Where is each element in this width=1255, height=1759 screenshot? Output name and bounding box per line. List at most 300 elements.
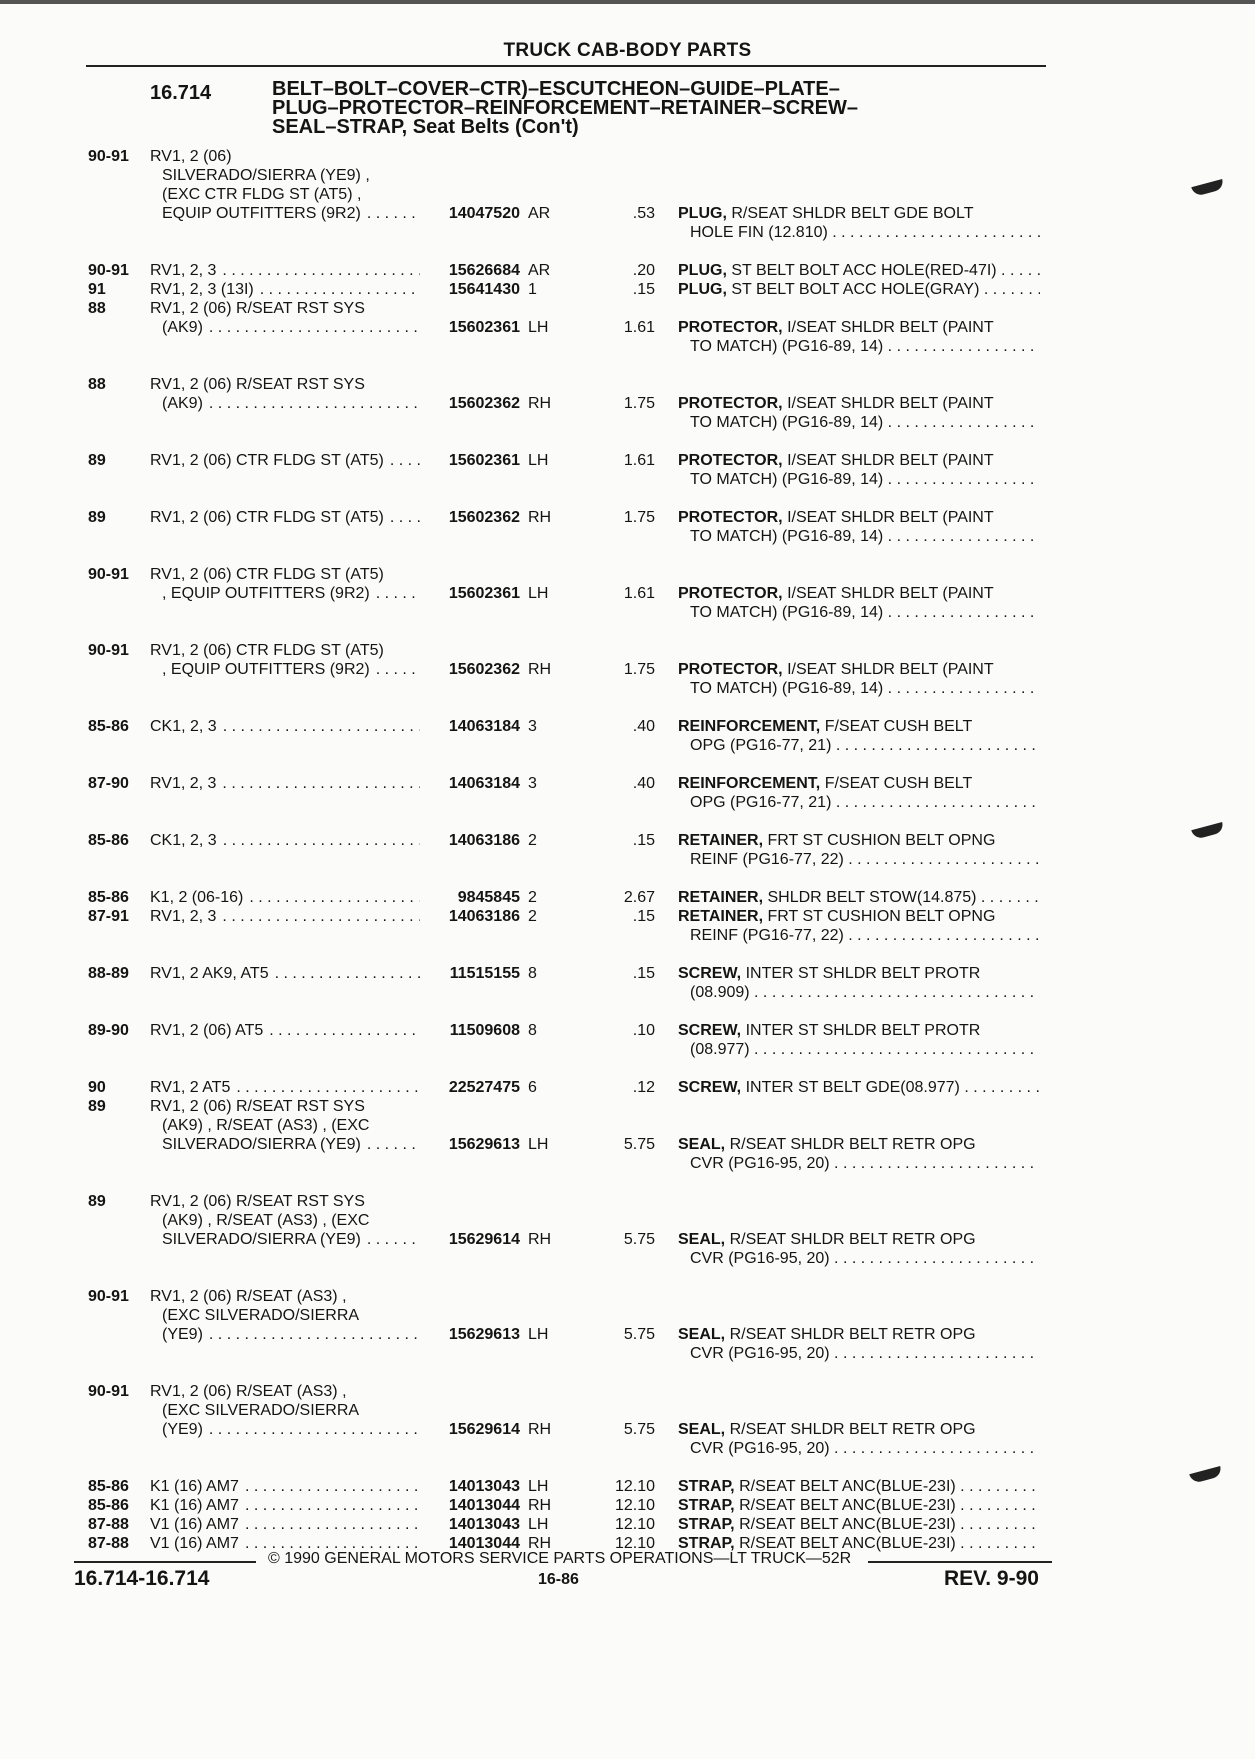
part-name: REINFORCEMENT, — [678, 718, 821, 735]
application-desc-line: SILVERADO/SIERRA (YE9) — [162, 1136, 361, 1153]
part-entry — [0, 1192, 1255, 1287]
part-description-line — [678, 736, 1040, 755]
part-entry — [0, 1097, 1255, 1192]
part-description — [678, 660, 1040, 698]
application-desc-line: K1 (16) AM7 — [150, 1478, 239, 1495]
quantity: AR — [528, 262, 551, 279]
dot-leader — [830, 1155, 1040, 1172]
part-description-text: CVR (PG16-95, 20) — [690, 1440, 830, 1457]
part-number: 11509608 — [449, 1022, 520, 1039]
application-desc-line: (AK9) , R/SEAT (AS3) , (EXC — [162, 1212, 370, 1229]
part-description-line — [678, 603, 1040, 622]
application-desc — [150, 1078, 420, 1097]
part-entry — [0, 451, 1255, 508]
part-description-text: R/SEAT SHLDR BELT RETR OPG — [729, 1421, 976, 1438]
part-description-line — [678, 964, 1040, 983]
application-desc-last — [150, 508, 420, 527]
application-desc-last — [150, 717, 420, 736]
quantity: LH — [528, 1478, 549, 1495]
model-years: 89 — [88, 452, 106, 469]
part-description-line — [678, 337, 1040, 356]
dot-leader — [361, 1230, 420, 1249]
part-description-line — [678, 261, 1040, 280]
part-description-line — [678, 774, 1040, 793]
part-description-line — [678, 1078, 1040, 1097]
application-desc-last — [150, 774, 420, 793]
dot-leader — [361, 1135, 420, 1154]
dot-leader — [217, 831, 420, 850]
part-description-text: CVR (PG16-95, 20) — [690, 1345, 830, 1362]
part-description — [678, 1135, 1040, 1173]
quantity: LH — [528, 1136, 549, 1153]
part-description-text: I/SEAT SHLDR BELT (PAINT — [787, 661, 994, 678]
application-desc — [150, 717, 420, 736]
price: 12.10 — [614, 1478, 655, 1495]
dot-leader — [883, 414, 1040, 431]
application-desc — [150, 147, 420, 223]
part-entry — [0, 1078, 1255, 1097]
part-entry — [0, 1382, 1255, 1477]
application-desc-line: RV1, 2 (06) CTR FLDG ST (AT5) — [150, 509, 384, 526]
application-desc-line: (AK9) — [162, 319, 203, 336]
application-desc — [150, 1192, 420, 1249]
dot-leader — [254, 280, 420, 299]
part-description-line — [678, 584, 1040, 603]
quantity: 1 — [528, 281, 537, 298]
application-desc-last — [150, 1515, 420, 1534]
part-name: RETAINER, — [678, 832, 764, 849]
part-description-text: ST BELT BOLT ACC HOLE(RED-47I) — [731, 262, 997, 279]
application-desc-line: EQUIP OUTFITTERS (9R2) — [162, 205, 361, 222]
dot-leader — [979, 281, 1040, 298]
dot-leader — [269, 964, 420, 983]
part-description-text: I/SEAT SHLDR BELT (PAINT — [787, 395, 994, 412]
part-number: 15629613 — [448, 1136, 520, 1153]
dot-leader — [750, 1041, 1040, 1058]
dot-leader — [263, 1021, 420, 1040]
part-description-text: ST BELT BOLT ACC HOLE(GRAY) — [731, 281, 980, 298]
price: .40 — [632, 775, 655, 792]
application-desc — [150, 1097, 420, 1154]
part-description-text: R/SEAT BELT ANC(BLUE-23I) — [739, 1497, 956, 1514]
application-desc — [150, 280, 420, 299]
footer-section-range: 16.714-16.714 — [74, 1567, 210, 1590]
part-description-line — [678, 1496, 1040, 1515]
price: 1.61 — [623, 319, 655, 336]
quantity: LH — [528, 319, 549, 336]
application-desc-last — [150, 660, 420, 679]
part-description — [678, 1515, 1040, 1534]
section-title — [272, 80, 858, 137]
model-years: 85-86 — [88, 832, 129, 849]
quantity: 8 — [528, 1022, 537, 1039]
parts-list — [0, 147, 1255, 1553]
part-description — [678, 717, 1040, 755]
application-desc-last — [150, 318, 420, 337]
part-description-text: REINF (PG16-77, 22) — [690, 927, 844, 944]
price: 5.75 — [623, 1326, 655, 1343]
price: 1.75 — [623, 395, 655, 412]
dot-leader — [230, 1078, 420, 1097]
model-years: 85-86 — [88, 718, 129, 735]
dot-leader — [384, 508, 420, 527]
quantity: 2 — [528, 832, 537, 849]
part-name: RETAINER, — [678, 908, 764, 925]
price: 5.75 — [623, 1231, 655, 1248]
part-description-text: OPG (PG16-77, 21) — [690, 794, 832, 811]
section-title-line: SEAL–STRAP, Seat Belts (Con't) — [272, 116, 579, 138]
part-description-text: R/SEAT BELT ANC(BLUE-23I) — [739, 1535, 956, 1552]
part-description-text: I/SEAT SHLDR BELT (PAINT — [787, 452, 994, 469]
part-description — [678, 1496, 1040, 1515]
application-desc-line: (EXC SILVERADO/SIERRA — [162, 1307, 360, 1324]
application-desc — [150, 1477, 420, 1496]
part-number: 11515155 — [449, 965, 520, 982]
price: 2.67 — [623, 889, 655, 906]
model-years: 88 — [88, 300, 106, 317]
application-desc-last — [150, 1325, 420, 1344]
part-number: 15602361 — [448, 452, 520, 469]
part-name: PROTECTOR, — [678, 509, 783, 526]
part-entry — [0, 907, 1255, 964]
part-name: STRAP, — [678, 1535, 735, 1552]
dot-leader — [831, 737, 1040, 754]
dot-leader — [956, 1535, 1040, 1552]
part-description-line — [678, 223, 1040, 242]
part-number: 22527475 — [448, 1079, 520, 1096]
part-number: 15602362 — [448, 661, 520, 678]
part-description — [678, 394, 1040, 432]
price: .53 — [632, 205, 655, 222]
quantity: 3 — [528, 718, 537, 735]
part-description-text: I/SEAT SHLDR BELT (PAINT — [787, 509, 994, 526]
price: 1.61 — [623, 585, 655, 602]
part-description-line — [678, 1477, 1040, 1496]
model-years: 85-86 — [88, 1478, 129, 1495]
part-description — [678, 907, 1040, 945]
application-desc-line: RV1, 2 (06) R/SEAT (AS3) , — [150, 1288, 347, 1305]
application-desc — [150, 964, 420, 983]
dot-leader — [239, 1515, 420, 1534]
dot-leader — [997, 262, 1040, 279]
part-description-text: TO MATCH) (PG16-89, 14) — [690, 471, 884, 488]
part-name: SEAL, — [678, 1136, 726, 1153]
dot-leader — [883, 604, 1040, 621]
application-desc — [150, 1287, 420, 1344]
part-description-line — [678, 280, 1040, 299]
model-years: 89 — [88, 509, 106, 526]
application-desc-line: RV1, 2 (06) CTR FLDG ST (AT5) — [150, 642, 384, 659]
dot-leader — [960, 1079, 1040, 1096]
quantity: AR — [528, 205, 551, 222]
part-entry — [0, 964, 1255, 1021]
application-desc-line: RV1, 2, 3 (13I) — [150, 281, 254, 298]
part-description-text: R/SEAT BELT ANC(BLUE-23I) — [739, 1516, 956, 1533]
application-desc — [150, 451, 420, 470]
part-description-line — [678, 1230, 1040, 1249]
application-desc — [150, 1021, 420, 1040]
application-desc-line: K1, 2 (06-16) — [150, 889, 244, 906]
application-desc-line: RV1, 2 (06) CTR FLDG ST (AT5) — [150, 452, 384, 469]
part-description-text: R/SEAT BELT ANC(BLUE-23I) — [739, 1478, 956, 1495]
model-years: 87-90 — [88, 775, 129, 792]
dot-leader — [956, 1516, 1040, 1533]
part-name: STRAP, — [678, 1516, 735, 1533]
dot-leader — [883, 528, 1040, 545]
part-number: 9845845 — [457, 889, 520, 906]
application-desc-line: CK1, 2, 3 — [150, 718, 217, 735]
part-number: 15602362 — [448, 509, 520, 526]
part-description-line — [678, 850, 1040, 869]
price: 1.61 — [623, 452, 655, 469]
part-description-line — [678, 413, 1040, 432]
model-years: 90-91 — [88, 148, 129, 165]
part-description-text: INTER ST SHLDR BELT PROTR — [745, 1022, 981, 1039]
dot-leader — [239, 1496, 420, 1515]
part-entry — [0, 508, 1255, 565]
part-description — [678, 451, 1040, 489]
model-years: 90-91 — [88, 1383, 129, 1400]
part-name: PROTECTOR, — [678, 395, 783, 412]
part-name: STRAP, — [678, 1478, 735, 1495]
model-years: 89-90 — [88, 1022, 129, 1039]
dot-leader — [203, 394, 420, 413]
part-description-text: CVR (PG16-95, 20) — [690, 1155, 830, 1172]
part-entry — [0, 1021, 1255, 1078]
quantity: RH — [528, 1421, 552, 1438]
part-description-line — [678, 679, 1040, 698]
part-description-line — [678, 983, 1040, 1002]
part-description — [678, 204, 1040, 242]
part-description — [678, 1078, 1040, 1097]
part-description-line — [678, 926, 1040, 945]
revision-date: REV. 9-90 — [944, 1567, 1039, 1590]
part-name: SCREW, — [678, 965, 742, 982]
application-desc-line: CK1, 2, 3 — [150, 832, 217, 849]
application-desc — [150, 1496, 420, 1515]
price: .15 — [632, 908, 655, 925]
section-number: 16.714 — [150, 82, 212, 104]
application-desc-line: (EXC CTR FLDG ST (AT5) , — [162, 186, 362, 203]
part-description-line — [678, 1420, 1040, 1439]
part-description-text: I/SEAT SHLDR BELT (PAINT — [787, 585, 994, 602]
header-rule — [86, 65, 1046, 67]
application-desc — [150, 907, 420, 926]
part-description — [678, 888, 1040, 907]
model-years: 91 — [88, 281, 106, 298]
part-description-text: CVR (PG16-95, 20) — [690, 1250, 830, 1267]
part-name: PLUG, — [678, 205, 727, 222]
price: 1.75 — [623, 509, 655, 526]
application-desc — [150, 508, 420, 527]
part-description-text: OPG (PG16-77, 21) — [690, 737, 832, 754]
part-description — [678, 318, 1040, 356]
price: 5.75 — [623, 1421, 655, 1438]
part-description-text: FRT ST CUSHION BELT OPNG — [767, 908, 996, 925]
part-name: SCREW, — [678, 1022, 742, 1039]
footer-rule-right — [868, 1561, 1052, 1563]
part-number: 14013043 — [448, 1516, 520, 1533]
part-description-text: R/SEAT SHLDR BELT RETR OPG — [729, 1231, 976, 1248]
part-name: SEAL, — [678, 1231, 726, 1248]
application-desc — [150, 831, 420, 850]
price: .10 — [632, 1022, 655, 1039]
model-years: 90-91 — [88, 262, 129, 279]
dot-leader — [883, 338, 1040, 355]
part-description-line — [678, 660, 1040, 679]
model-years: 87-88 — [88, 1516, 129, 1533]
part-name: STRAP, — [678, 1497, 735, 1514]
dot-leader — [976, 889, 1040, 906]
part-description-line — [678, 793, 1040, 812]
part-number: 14063184 — [448, 775, 520, 792]
part-name: SEAL, — [678, 1421, 726, 1438]
part-entry — [0, 774, 1255, 831]
application-desc-last — [150, 1078, 420, 1097]
part-entry — [0, 1287, 1255, 1382]
application-desc-line: (EXC SILVERADO/SIERRA — [162, 1402, 360, 1419]
quantity: 3 — [528, 775, 537, 792]
model-years: 90-91 — [88, 566, 129, 583]
dot-leader — [956, 1497, 1040, 1514]
part-name: REINFORCEMENT, — [678, 775, 821, 792]
part-entry — [0, 1477, 1255, 1496]
part-description-text: (08.977) — [690, 1041, 750, 1058]
part-description-line — [678, 318, 1040, 337]
part-description-line — [678, 1325, 1040, 1344]
part-description-text: R/SEAT SHLDR BELT GDE BOLT — [731, 205, 974, 222]
part-description-line — [678, 1344, 1040, 1363]
quantity: LH — [528, 452, 549, 469]
part-description-line — [678, 1249, 1040, 1268]
application-desc — [150, 774, 420, 793]
dot-leader — [370, 660, 420, 679]
part-number: 14063186 — [448, 832, 520, 849]
application-desc — [150, 888, 420, 907]
part-description-line — [678, 1154, 1040, 1173]
part-number: 15641430 — [448, 281, 520, 298]
part-description-line — [678, 907, 1040, 926]
part-description — [678, 508, 1040, 546]
dot-leader — [828, 224, 1040, 241]
application-desc-last — [150, 1477, 420, 1496]
part-description-line — [678, 1135, 1040, 1154]
application-desc-line: RV1, 2 (06) — [150, 148, 232, 165]
part-description-line — [678, 1021, 1040, 1040]
section-title-line: BELT–BOLT–COVER–CTR)–ESCUTCHEON–GUIDE–PLATE– — [272, 78, 840, 100]
part-name: SEAL, — [678, 1326, 726, 1343]
application-desc-last — [150, 394, 420, 413]
part-description-text: FRT ST CUSHION BELT OPNG — [767, 832, 996, 849]
application-desc — [150, 299, 420, 337]
part-name: PLUG, — [678, 262, 727, 279]
model-years: 89 — [88, 1193, 106, 1210]
part-description-line — [678, 394, 1040, 413]
quantity: RH — [528, 1535, 552, 1552]
dot-leader — [830, 1440, 1040, 1457]
dot-leader — [203, 1325, 420, 1344]
application-desc-last — [150, 280, 420, 299]
part-number: 15602362 — [448, 395, 520, 412]
part-description-line — [678, 470, 1040, 489]
model-years: 90 — [88, 1079, 106, 1096]
part-name: RETAINER, — [678, 889, 764, 906]
part-description — [678, 1420, 1040, 1458]
model-years: 87-88 — [88, 1535, 129, 1552]
part-number: 15629614 — [448, 1231, 520, 1248]
application-desc — [150, 641, 420, 679]
part-description-text: F/SEAT CUSH BELT — [824, 775, 973, 792]
part-description-text: SHLDR BELT STOW(14.875) — [767, 889, 977, 906]
application-desc — [150, 565, 420, 603]
part-entry — [0, 717, 1255, 774]
part-number: 15629613 — [448, 1326, 520, 1343]
dot-leader — [217, 717, 420, 736]
model-years: 87-91 — [88, 908, 129, 925]
application-desc-last — [150, 907, 420, 926]
application-desc-line: RV1, 2, 3 — [150, 908, 217, 925]
part-number: 15602361 — [448, 585, 520, 602]
footer-copyright: © 1990 GENERAL MOTORS SERVICE PARTS OPERATIONS—LT TRUCK—52R — [268, 1550, 852, 1567]
part-entry — [0, 888, 1255, 907]
part-description-line — [678, 888, 1040, 907]
dot-leader — [831, 794, 1040, 811]
model-years: 85-86 — [88, 889, 129, 906]
application-desc-last — [150, 204, 420, 223]
part-description — [678, 1325, 1040, 1363]
application-desc-line: , EQUIP OUTFITTERS (9R2) — [162, 585, 370, 602]
price: 12.10 — [614, 1516, 655, 1533]
price: .15 — [632, 281, 655, 298]
quantity: 6 — [528, 1079, 537, 1096]
application-desc-last — [150, 584, 420, 603]
page-number: 16-86 — [538, 1571, 579, 1588]
dot-leader — [239, 1477, 420, 1496]
dot-leader — [844, 927, 1040, 944]
price: .15 — [632, 965, 655, 982]
scan-top-edge — [0, 0, 1255, 4]
part-description-text: INTER ST SHLDR BELT PROTR — [745, 965, 981, 982]
part-number: 15602361 — [448, 319, 520, 336]
part-entry — [0, 1515, 1255, 1534]
page-header: TRUCK CAB-BODY PARTS — [503, 40, 752, 61]
part-number: 14063186 — [448, 908, 520, 925]
quantity: LH — [528, 1516, 549, 1533]
dot-leader — [750, 984, 1040, 1001]
part-entry — [0, 831, 1255, 888]
part-description-line — [678, 451, 1040, 470]
part-number: 15626684 — [448, 262, 520, 279]
part-name: PLUG, — [678, 281, 727, 298]
part-description-line — [678, 527, 1040, 546]
part-number: 15629614 — [448, 1421, 520, 1438]
price: 12.10 — [614, 1497, 655, 1514]
part-name: PROTECTOR, — [678, 585, 783, 602]
dot-leader — [361, 204, 420, 223]
quantity: LH — [528, 585, 549, 602]
part-description — [678, 261, 1040, 280]
price: .12 — [632, 1079, 655, 1096]
part-description-text: TO MATCH) (PG16-89, 14) — [690, 414, 884, 431]
part-description-text: TO MATCH) (PG16-89, 14) — [690, 680, 884, 697]
part-number: 14047520 — [448, 205, 520, 222]
application-desc-last — [150, 261, 420, 280]
part-description-text: HOLE FIN (12.810) — [690, 224, 828, 241]
price: .15 — [632, 832, 655, 849]
application-desc-line: RV1, 2 (06) R/SEAT RST SYS — [150, 376, 365, 393]
price: 12.10 — [614, 1535, 655, 1552]
part-entry — [0, 299, 1255, 375]
